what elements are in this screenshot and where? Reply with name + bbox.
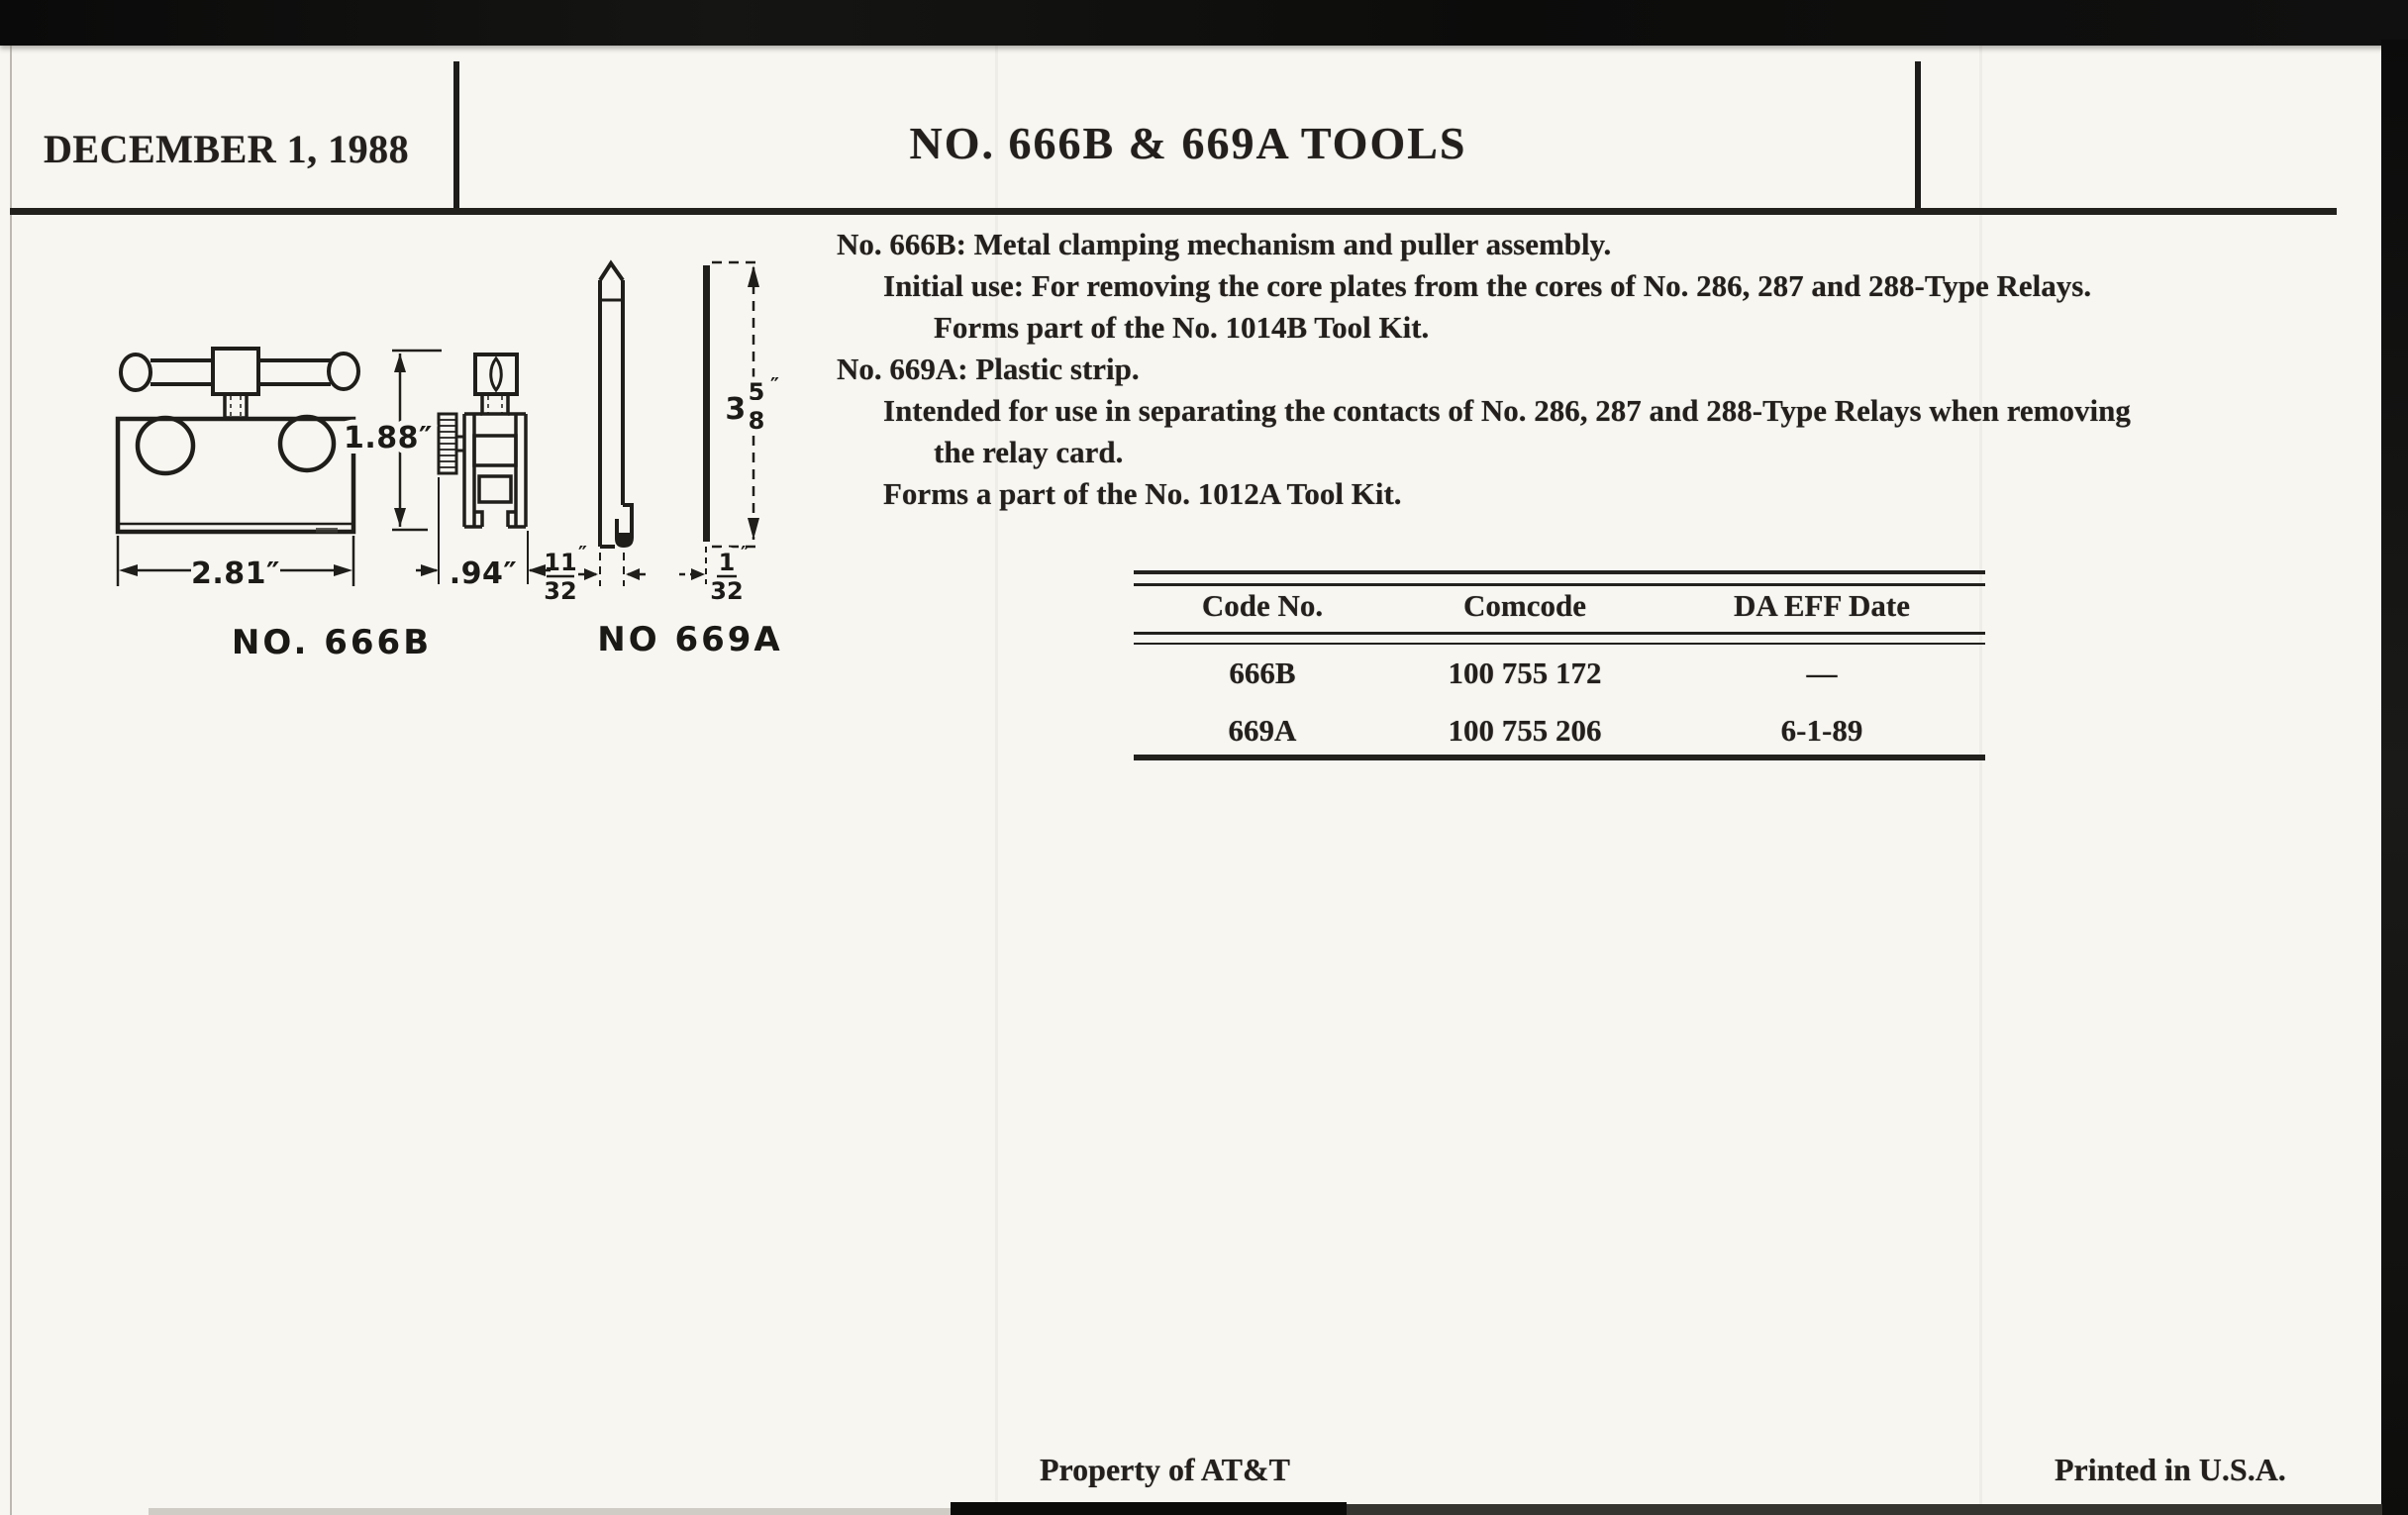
tool-669a-flat-view-drawing	[600, 263, 632, 547]
page-title: NO. 666B & 669A TOOLS	[909, 118, 1467, 168]
figure-label-666b: NO. 666B	[231, 623, 433, 662]
scan-edge-right	[2381, 40, 2408, 1515]
table-bottom-rule	[1134, 755, 1985, 760]
text-line: the relay card.	[934, 435, 1124, 469]
cell-comcode: 100 755 206	[1448, 713, 1602, 748]
tool-666b-front-view-drawing	[118, 349, 358, 533]
dim-frac-denominator: 32	[544, 577, 577, 605]
tool-669a-edge-view-drawing	[703, 265, 710, 542]
dim-whole-number: 3	[725, 392, 747, 427]
header-rule	[10, 208, 2337, 215]
dimension-width-666b	[118, 536, 353, 591]
footer-printed-notice: Printed in U.S.A.	[2055, 1452, 2286, 1487]
tool-drawings	[89, 248, 842, 683]
dim-frac-denominator: 32	[710, 577, 744, 605]
dim-label-1-88: 1.88″	[344, 421, 433, 455]
scan-edge-bottom-light	[149, 1508, 951, 1515]
text-line: No. 666B: Metal clamping mechanism and puller assembly.	[837, 227, 1612, 261]
table-top-rule	[1134, 570, 1985, 586]
dimension-width-669a	[544, 542, 646, 605]
scan-edge-bottom-black	[951, 1502, 1347, 1515]
footer-property-notice: Property of AT&T	[1040, 1452, 1290, 1487]
text-line: No. 669A: Plastic strip.	[837, 352, 1140, 386]
dim-label-94: .94″	[449, 556, 518, 591]
scan-edge-top	[0, 0, 2408, 46]
dim-label-2-81: 2.81″	[191, 556, 280, 591]
scan-edge-bottom-gray	[1347, 1504, 2382, 1515]
dim-frac-numerator: 11	[544, 549, 577, 576]
cell-da-eff-date: —	[1806, 656, 1838, 690]
dim-unit-mark: ″	[741, 542, 750, 565]
header-divider-right	[1915, 61, 1921, 211]
dimension-length-669a	[712, 262, 779, 547]
technical-drawing	[89, 248, 842, 683]
cell-code-no: 666B	[1229, 656, 1296, 690]
table-row	[1134, 713, 1985, 749]
dim-frac-denominator: 8	[748, 407, 765, 435]
text-line: Initial use: For removing the core plates from the cores of No. 286, 287 and 288-Type Relays.	[883, 268, 2092, 303]
table-header-comcode: Comcode	[1463, 588, 1586, 623]
table-header-rule	[1134, 632, 1985, 645]
document-date: DECEMBER 1, 1988	[44, 127, 410, 171]
page-left-edge	[10, 46, 12, 1515]
manufacturer-mark	[316, 528, 338, 533]
table-row	[1134, 656, 1985, 691]
code-table	[1134, 570, 1985, 764]
header-divider-left	[453, 61, 459, 211]
text-line: Forms part of the No. 1014B Tool Kit.	[934, 310, 1430, 345]
dim-unit-mark: ″	[770, 373, 779, 397]
dimension-thickness-669a	[679, 542, 750, 605]
dim-unit-mark: ″	[578, 542, 587, 565]
text-line: Forms a part of the No. 1012A Tool Kit.	[883, 476, 1402, 511]
table-header-row	[1134, 588, 1985, 624]
table-header-da-eff-date: DA EFF Date	[1734, 588, 1910, 623]
cell-da-eff-date: 6-1-89	[1780, 713, 1863, 748]
text-line: Intended for use in separating the contacts of No. 286, 287 and 288-Type Relays when removing	[883, 393, 2131, 428]
cell-code-no: 669A	[1228, 713, 1297, 748]
dimension-depth-666b	[416, 477, 551, 591]
table-header-code-no: Code No.	[1201, 588, 1324, 623]
description-text	[837, 224, 2131, 515]
dim-frac-numerator: 5	[748, 378, 765, 406]
cell-comcode: 100 755 172	[1448, 656, 1602, 690]
figure-label-669a: NO 669A	[597, 620, 783, 659]
dim-frac-numerator: 1	[718, 549, 736, 576]
tool-666b-side-view-drawing	[439, 354, 526, 527]
